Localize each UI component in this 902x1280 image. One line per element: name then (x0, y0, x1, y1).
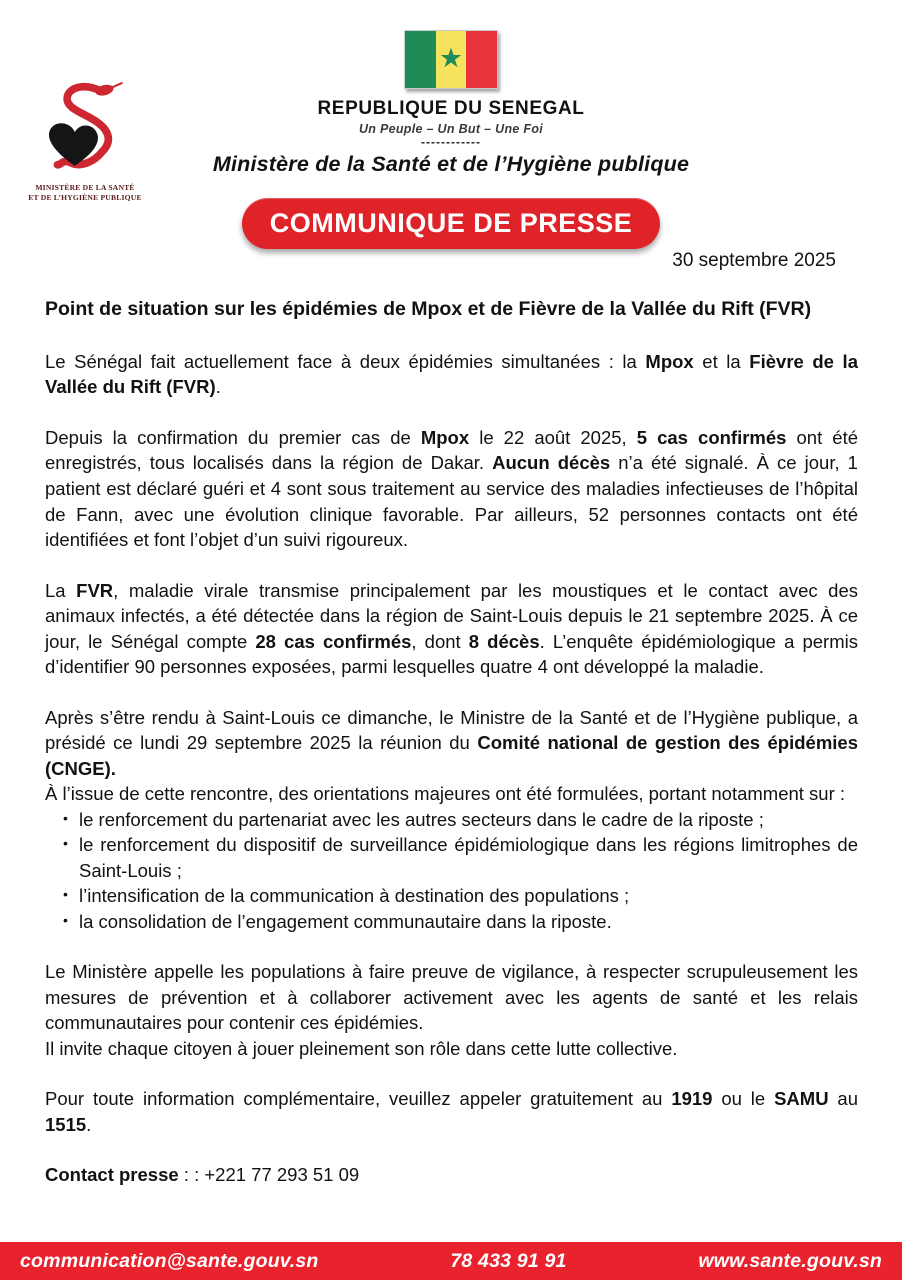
text-run: le renforcement du dispositif de surveillance épidémiologique dans les régions limitrophes de Saint-Louis ; (79, 834, 858, 881)
text-run: SAMU (774, 1088, 829, 1110)
flag-green-stripe (405, 31, 436, 88)
text-run: Il invite chaque citoyen à jouer pleinement son rôle dans cette lutte collective. (45, 1037, 678, 1059)
text-run: 1515 (45, 1113, 87, 1135)
separator-dashes: ------------ (421, 135, 481, 149)
text-run: 1919 (671, 1088, 713, 1110)
senegal-flag (404, 30, 498, 89)
text-run: La (45, 579, 77, 601)
bullet-item (63, 909, 858, 935)
text-run: Pour toute information complémentaire, veuillez appeler gratuitement au (45, 1088, 672, 1110)
text-run: Mpox (420, 426, 470, 448)
bullet-item (63, 807, 858, 833)
paragraph (45, 1036, 858, 1062)
text-run: Le Sénégal fait actuellement face à deux épidémies simultanées : la (45, 350, 646, 372)
paragraph (45, 349, 858, 400)
footer-bar (0, 1242, 902, 1280)
text-run: au (828, 1088, 859, 1110)
text-run: 28 cas confirmés (255, 630, 412, 652)
paragraph (45, 705, 858, 782)
footer-email: communication@sante.gouv.sn (20, 1249, 319, 1272)
text-run: n’a été signalé. À ce jour, 1 patient est déclaré guéri et 4 sont sous traitement au service des maladies infectieuses de l’hôpital de Fann, avec une évolution clinique favorable. Par ailleurs, 52 personnes contacts ont été identifiées et font l’objet d’un suivi rigoureux. (45, 452, 858, 551)
text-run: Comité national de gestion des épidémies (CNGE). (45, 732, 859, 779)
text-run: la consolidation de l’engagement communautaire dans la riposte. (79, 910, 612, 932)
press-release-banner: COMMUNIQUE DE PRESSE (242, 198, 661, 249)
flag-star-icon: ★ (438, 42, 464, 73)
text-run: le 22 août 2025, (469, 426, 637, 448)
text-run: l’intensification de la communication à destination des populations ; (79, 885, 630, 907)
text-run: Après s’être rendu à Saint-Louis ce dimanche, le Ministre de la Santé et de l’Hygiène publique, a présidé ce lundi 29 septembre 2025 la réunion du (45, 706, 858, 754)
text-run: Fièvre de la Vallée du Rift (FVR) (45, 350, 858, 398)
bullet-list (45, 807, 858, 935)
flag-red-stripe (466, 31, 497, 88)
logo-caption-line1: MINISTÈRE DE LA SANTÉ (35, 183, 135, 192)
text-run: : : +221 77 293 51 09 (178, 1164, 360, 1186)
text-run: . L’enquête épidémiologique a permis d’identifier 90 personnes exposées, parmi lesquelles quatre 4 ont développé la maladie. (45, 630, 858, 678)
text-run: ou le (712, 1088, 775, 1110)
document-header (0, 30, 902, 249)
text-run: 8 décès (468, 630, 540, 652)
document-title (45, 297, 858, 323)
text-run: Point de situation sur les épidémies de Mpox et de Fièvre de la Vallée du Rift (FVR) (45, 298, 812, 320)
text-run: . (215, 376, 221, 398)
text-run: , dont (411, 630, 469, 652)
bullet-item (63, 832, 858, 883)
paragraph (45, 1162, 858, 1188)
paragraph (45, 781, 858, 807)
text-run: À l’issue de cette rencontre, des orientations majeures ont été formulées, portant notamment sur : (45, 783, 846, 805)
text-run: Le Ministère appelle les populations à faire preuve de vigilance, à respecter scrupuleusement les mesures de prévention et à collaborer activement avec les agents de santé et les relais communautaires pour contenir ces épidémies. (45, 961, 858, 1034)
bullet-item (63, 883, 858, 909)
text-run: et la (693, 350, 750, 372)
text-run: le renforcement du partenariat avec les autres secteurs dans le cadre de la riposte ; (79, 808, 764, 830)
document-body (45, 250, 858, 1213)
paragraph (45, 578, 858, 680)
text-run: Contact presse (45, 1164, 179, 1186)
text-run: Depuis la confirmation du premier cas de (45, 426, 421, 448)
paragraph (45, 425, 858, 553)
text-run: Mpox (645, 350, 694, 372)
text-run: ont été enregistrés, tous localisés dans la région de Dakar. (45, 426, 859, 474)
text-run: Aucun décès (492, 452, 611, 474)
ministry-name: Ministère de la Santé et de l’Hygiène publique (212, 152, 690, 177)
paragraphs-container (45, 349, 858, 1188)
document-date: 30 septembre 2025 (672, 250, 836, 271)
text-run: 5 cas confirmés (636, 426, 787, 448)
footer-website: www.sante.gouv.sn (698, 1249, 882, 1272)
paragraph (45, 1086, 858, 1137)
text-run: , maladie virale transmise principalement par les moustiques et le contact avec des animaux infectés, a été détectée dans la région de Saint-Louis depuis le 21 septembre 2025. À ce jour, le Sénégal compte (45, 579, 859, 652)
footer-phone: 78 433 91 91 (450, 1249, 567, 1272)
text-run: . (86, 1113, 92, 1135)
republic-title: REPUBLIQUE DU SENEGAL (317, 98, 585, 119)
logo-caption-line2: ET DE L’HYGIÈNE PUBLIQUE (28, 192, 142, 202)
national-motto: Un Peuple – Un But – Une Foi (358, 122, 544, 136)
text-run: FVR (76, 579, 114, 601)
paragraph (45, 959, 858, 1036)
